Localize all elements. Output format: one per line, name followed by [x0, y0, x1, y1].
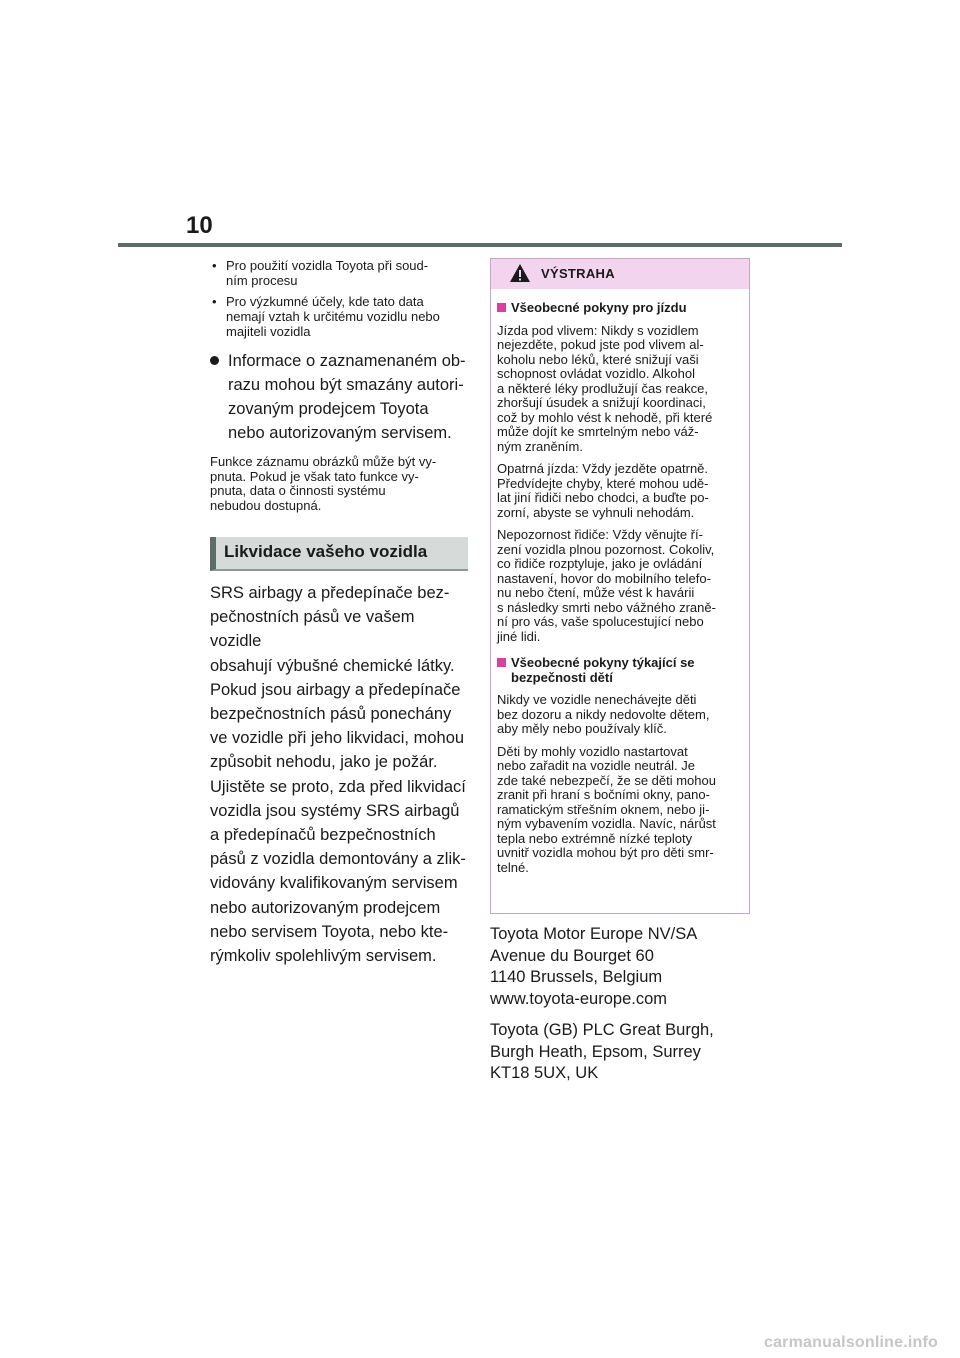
warning-paragraph: Nikdy ve vozidle nenechávejte děti bez dozoru a nikdy nedovolte dětem, aby měly nebo používaly klíč. — [497, 692, 710, 736]
sub-bullet-text: Pro výzkumné účely, kde tato data nemají vztah k určitému vozidlu nebo majiteli vozidla — [226, 294, 440, 339]
warning-subheading — [497, 656, 741, 685]
header-rule — [118, 243, 842, 247]
warning-subheading-text: Všeobecné pokyny pro jízdu — [511, 300, 687, 315]
info-paragraph — [210, 349, 470, 445]
sub-bullet-text: Pro použití vozidla Toyota při soud- ním procesu — [226, 258, 429, 288]
warning-paragraph: Děti by mohly vozidlo nastartovat nebo zařadit na vozidle neutrál. Je zde také nebezpečí, že se děti mohou zranit při hraní s bočními okny, pano- ramatickým střešním oknem, nebo ji- ným vybavením vozidla. Navíc, nárůst tepla nebo extrémně nízké teploty uvnitř vozidla mohou být pro děti smr- telné. — [497, 743, 716, 875]
warning-body — [491, 289, 749, 875]
square-bullet-icon — [497, 303, 506, 312]
section-heading: Likvidace vašeho vozidla — [210, 537, 468, 571]
square-bullet-icon — [497, 658, 506, 667]
address-line: Avenue du Bourget 60 — [490, 946, 654, 965]
address-line: KT18 5UX, UK — [490, 1064, 599, 1082]
sub-bullet-item — [210, 258, 470, 288]
info-paragraph-text: Informace o zaznamenaném ob- razu mohou být smazány autori- zovaným prodejcem Toyota nebo autorizovaným servisem. — [228, 352, 466, 442]
address-line: Toyota Motor Europe NV/SA — [490, 925, 698, 943]
note-text: Funkce záznamu obrázků může být vy- pnuta. Pokud je však tato funkce vy- pnuta, data o činnosti systému nebudou dostupná. — [210, 454, 437, 513]
warning-title: VÝSTRAHA — [541, 266, 615, 281]
address-block — [490, 924, 750, 1085]
warning-subheading-text: Všeobecné pokyny týkající se bezpečnosti dětí — [511, 655, 695, 685]
warning-header — [491, 259, 749, 289]
warning-triangle-icon — [509, 263, 531, 283]
page-number: 10 — [186, 212, 213, 239]
warning-paragraph: Jízda pod vlivem: Nikdy s vozidlem nejezděte, pokud jste pod vlivem al- koholu nebo léků, které snižují vaši schopnost ovládat vozidlo. Alkohol a některé léky prodlužují čas reakce, zhoršují úsudek a snižují koordinaci, což by mohlo vést k nehodě, při které může dojít ke smrtelným nebo váž- ným zraněním. — [497, 322, 713, 454]
warning-subheading — [497, 301, 741, 316]
sub-bullet-list — [210, 258, 470, 339]
bullet-dot-icon — [210, 356, 219, 365]
sub-bullet-item — [210, 294, 470, 339]
address-line: Burgh Heath, Epsom, Surrey — [490, 1042, 701, 1061]
left-column — [210, 258, 470, 968]
disposal-paragraph: SRS airbagy a předepínače bez- pečnostních pásů ve vašem vozidle obsahují výbušné chemické látky. Pokud jsou airbagy a předepínače bezpečnostních pásů ponechány ve vozidle při jeho likvidaci, mohou způsobit nehodu, jako je požár. Ujistěte se proto, zda před likvidací vozidla jsou systémy SRS airbagů a předepínačů bezpečnostních pásů z vozidla demontovány a zlik- vidovány kvalifikovaným servisem nebo autorizovaným prodejcem nebo servisem Toyota, nebo kte- rýmkoliv spolehlivým servisem. — [210, 584, 466, 966]
footer-watermark: carmanualsonline.info — [763, 1334, 938, 1351]
warning-box — [490, 258, 750, 914]
warning-paragraph: Nepozornost řidiče: Vždy věnujte ří- zení vozidla plnou pozornost. Cokoliv, co řidiče rozptyluje, jako je ovládání nastavení, hovor do mobilního telefo- nu nebo čtení, může vést k havárii s následky smrti nebo vážného zraně- ní pro vás, vaše spolucestující nebo jiné lidi. — [497, 527, 716, 644]
address-line: www.toyota-europe.com — [490, 989, 667, 1008]
address-line: 1140 Brussels, Belgium — [490, 968, 663, 986]
warning-paragraph: Opatrná jízda: Vždy jezděte opatrně. Předvídejte chyby, které mohou udě- lat jiní řidiči nebo chodci, a buďte po- zorní, abyste se vyhnuli nehodám. — [497, 461, 709, 520]
address-line: Toyota (GB) PLC Great Burgh, — [490, 1021, 714, 1039]
